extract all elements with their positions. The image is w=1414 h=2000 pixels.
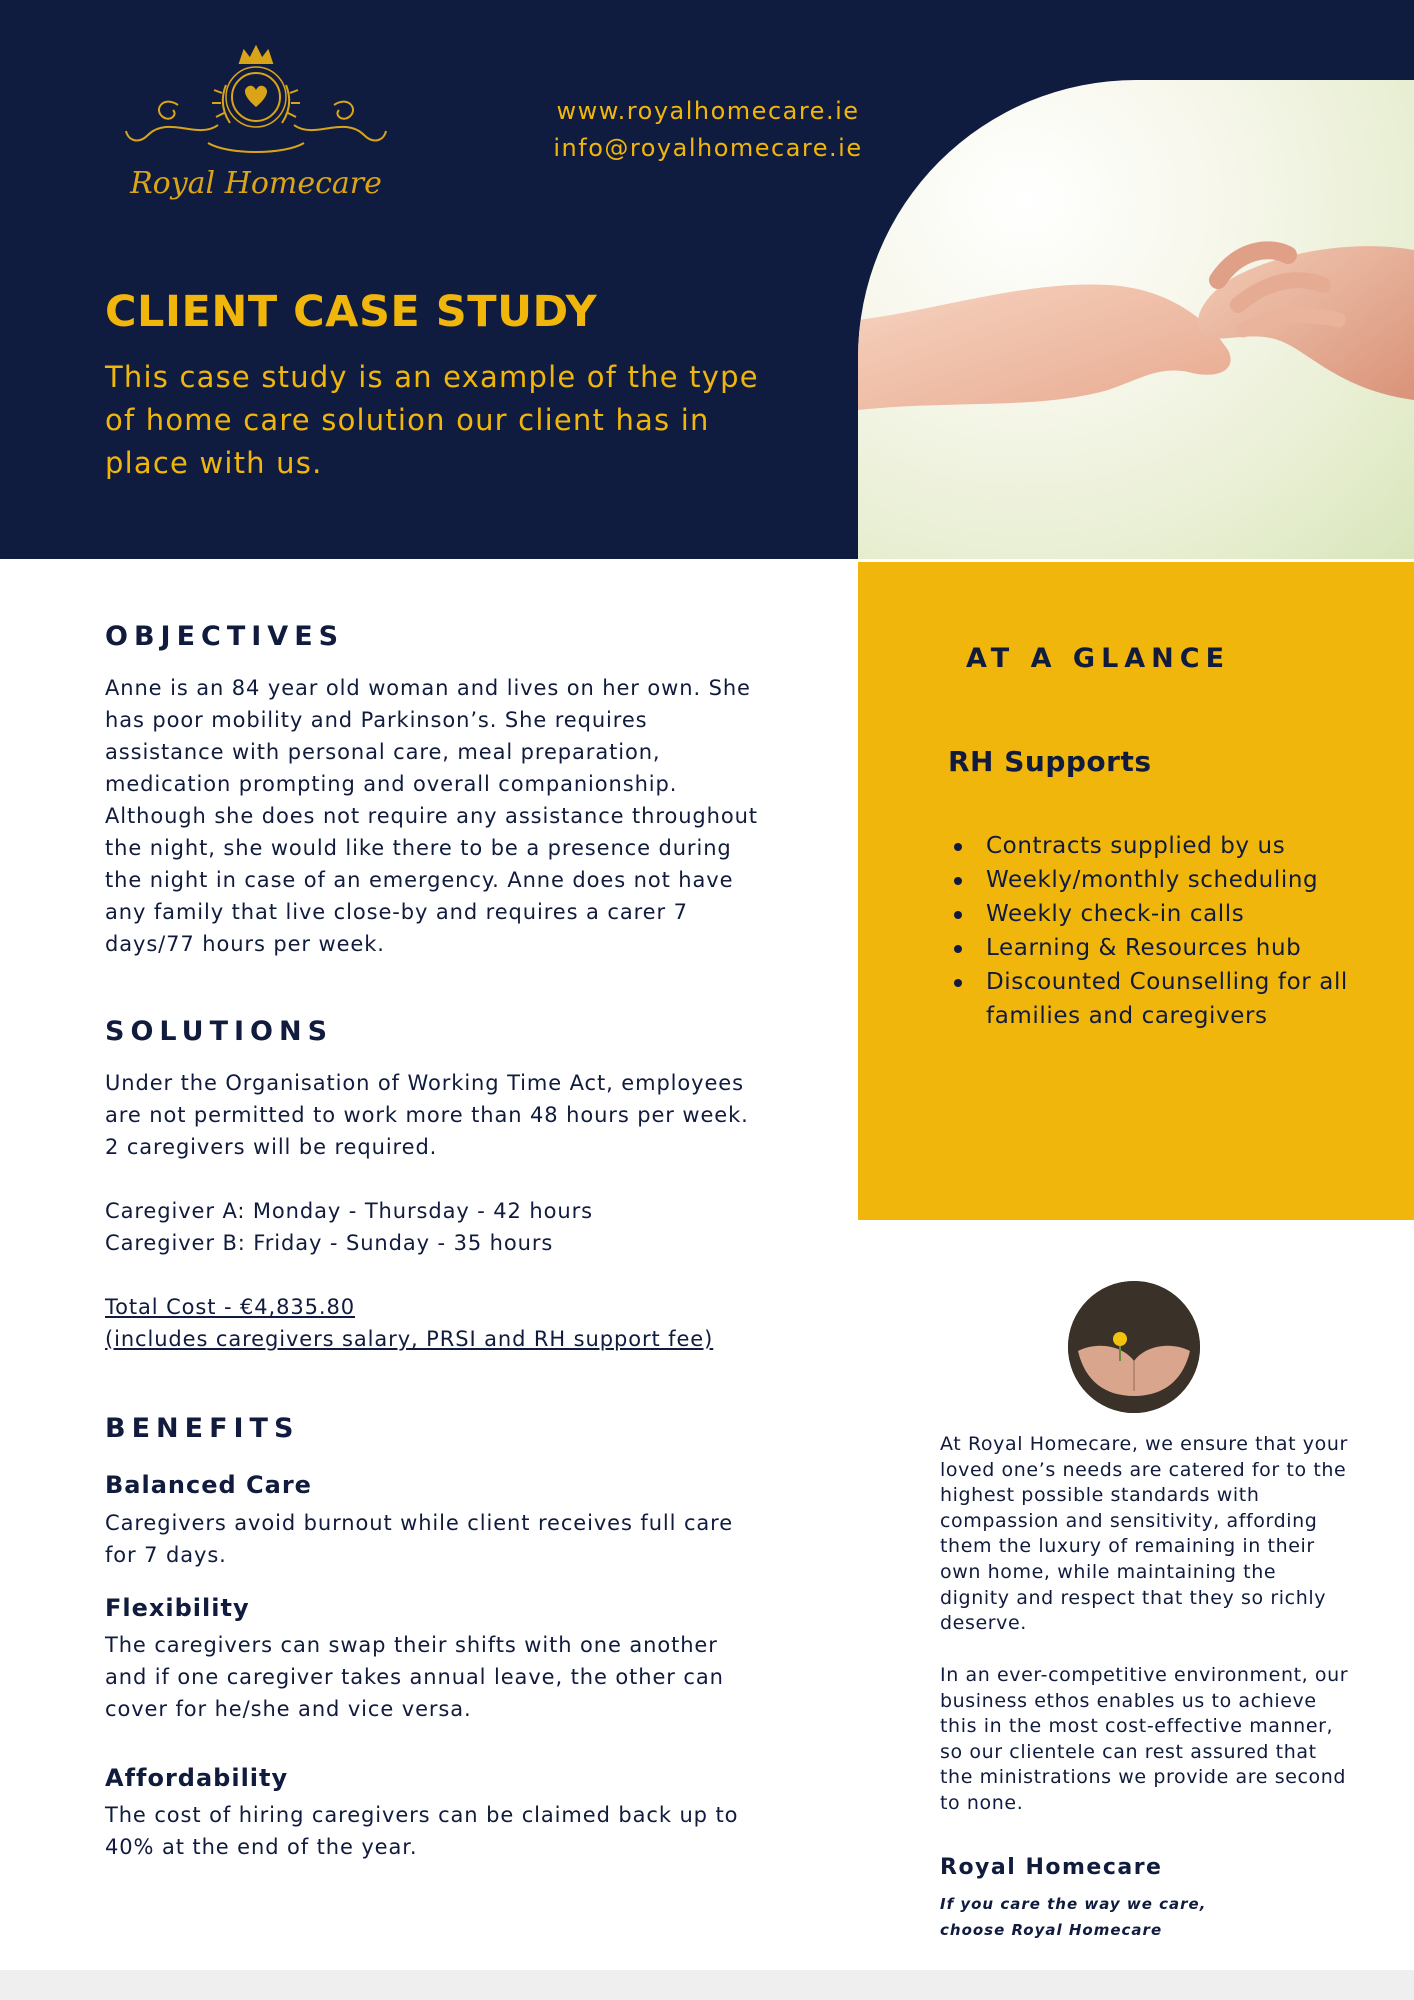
affordability-heading: Affordability	[105, 1764, 289, 1792]
signature-tagline: If you care the way we care, choose Royal Homecare	[940, 1895, 1207, 1939]
flower-in-hands-image	[1068, 1281, 1200, 1413]
caregiver-a-schedule: Caregiver A: Monday - Thursday - 42 hours	[105, 1199, 593, 1223]
hands-photo	[858, 80, 1414, 559]
benefits-heading: BENEFITS	[105, 1413, 300, 1444]
caregiver-b-schedule: Caregiver B: Friday - Sunday - 35 hours	[105, 1231, 554, 1255]
balanced-care-heading: Balanced Care	[105, 1471, 312, 1499]
holding-hands-image	[858, 80, 1414, 559]
balanced-care-text: Caregivers avoid burnout while client receives full care for 7 days.	[105, 1511, 734, 1567]
flexibility-text: The caregivers can swap their shifts with one another and if one caregiver takes annual leave, the other can cover for he/she and vice versa.	[105, 1633, 724, 1721]
list-item: Weekly check-in calls	[948, 897, 1348, 931]
website-link[interactable]: www.royalhomecare.ie	[556, 97, 860, 125]
about-paragraph-2: In an ever-competitive environment, our business ethos enables us to achieve this in the most cost-effective manner, so our clientele can rest assured that the ministrations we provide are second to none.	[940, 1664, 1349, 1814]
footer-strip	[0, 1970, 1414, 2000]
list-item: Discounted Counselling for all families and caregivers	[948, 965, 1348, 1033]
royal-homecare-logo	[118, 45, 393, 220]
flower-in-hands-photo	[1068, 1281, 1200, 1413]
objectives-heading: OBJECTIVES	[105, 621, 345, 652]
cost-includes-note: (includes caregivers salary, PRSI and RH support fee)	[105, 1327, 714, 1351]
email-link[interactable]: info@royalhomecare.ie	[553, 134, 863, 162]
affordability-text: The cost of hiring caregivers can be claimed back up to 40% at the end of the year.	[105, 1803, 739, 1859]
supports-list	[948, 829, 1348, 1033]
signature-name: Royal Homecare	[940, 1855, 1163, 1880]
page-title: CLIENT CASE STUDY	[105, 287, 598, 337]
solutions-heading: SOLUTIONS	[105, 1016, 334, 1047]
about-paragraph-1: At Royal Homecare, we ensure that your loved one’s needs are catered for to the highest possible standards with compassion and sensitivity, affording them the luxury of remaining in their own home, while maintaining the dignity and respect that they so richly deserve.	[940, 1433, 1348, 1635]
intro-text: This case study is an example of the type of home care solution our client has in place with us.	[105, 360, 759, 480]
at-a-glance-heading: AT A GLANCE	[966, 643, 1231, 674]
solutions-text: Under the Organisation of Working Time Act, employees are not permitted to work more than 48 hours per week. 2 caregivers will be required.	[105, 1071, 749, 1159]
total-cost: Total Cost - €4,835.80	[105, 1295, 356, 1319]
rh-supports-heading: RH Supports	[948, 745, 1152, 778]
list-item: Weekly/monthly scheduling	[948, 863, 1348, 897]
flexibility-heading: Flexibility	[105, 1594, 250, 1622]
list-item: Contracts supplied by us	[948, 829, 1348, 863]
svg-text:Royal Homecare: Royal Homecare	[130, 166, 382, 201]
objectives-text: Anne is an 84 year old woman and lives on her own. She has poor mobility and Parkinson’s. She requires assistance with personal care, meal preparation, medication prompting and overall companionship. Although she does not require any assistance throughout the night, she would like there to be a presence during the night in case of an emergency. Anne does not have any family that live close-by and requires a carer 7 days/77 hours per week.	[105, 676, 758, 956]
list-item: Learning & Resources hub	[948, 931, 1348, 965]
